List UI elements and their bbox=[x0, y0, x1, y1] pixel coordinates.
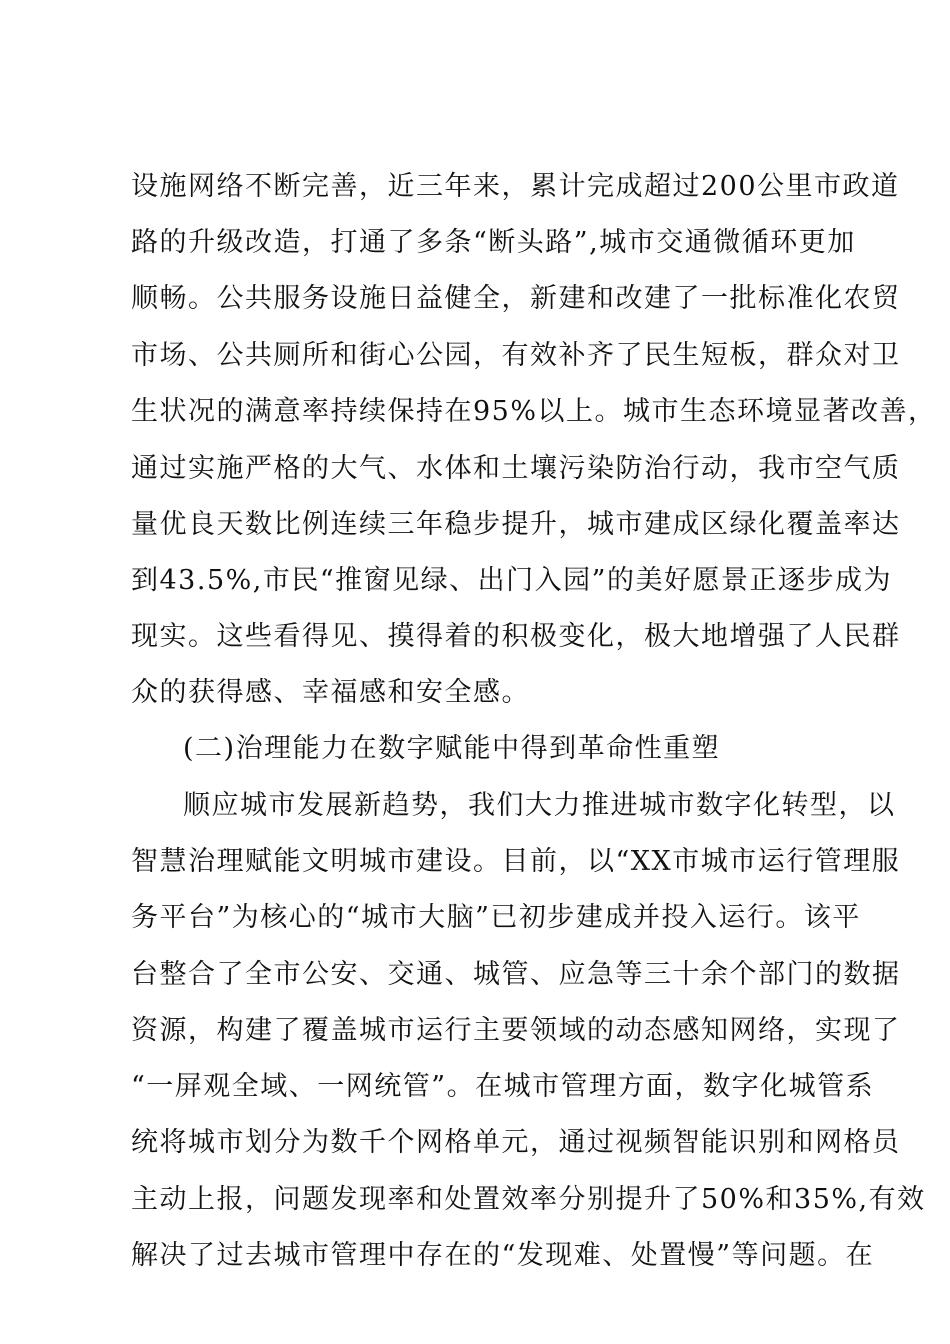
paragraph-line: 设施网络不断完善，近三年来，累计完成超过200公里市政道 bbox=[131, 171, 900, 202]
paragraph-line: 市场、公共厕所和街心公园，有效补齐了民生短板，群众对卫 bbox=[131, 340, 901, 371]
paragraph-line: 资源，构建了覆盖城市运行主要领域的动态感知网络，实现了 bbox=[131, 1015, 901, 1046]
paragraph-line: 智慧治理赋能文明城市建设。目前，以“XX市城市运行管理服 bbox=[131, 846, 901, 877]
paragraph-line: 统将城市划分为数千个网格单元，通过视频智能识别和网格员 bbox=[131, 1127, 901, 1158]
paragraph-line: 通过实施严格的大气、水体和土壤污染防治行动，我市空气质 bbox=[131, 453, 901, 484]
section-heading: (二)治理能力在数字赋能中得到革命性重塑 bbox=[183, 733, 721, 764]
paragraph-line: 到43.5%,市民“推窗见绿、出门入园”的美好愿景正逐步成为 bbox=[131, 565, 892, 596]
paragraph-line: 台整合了全市公安、交通、城管、应急等三十余个部门的数据 bbox=[131, 959, 901, 990]
paragraph-line: 解决了过去城市管理中存在的“发现难、处置慢”等问题。在 bbox=[131, 1240, 875, 1271]
paragraph-line: 量优良天数比例连续三年稳步提升，城市建成区绿化覆盖率达 bbox=[131, 509, 901, 540]
paragraph-line: 生状况的满意率持续保持在95%以上。城市生态环境显著改善， bbox=[131, 396, 937, 427]
paragraph-line: 主动上报，问题发现率和处置效率分别提升了50%和35%,有效 bbox=[131, 1184, 926, 1215]
paragraph-line: “一屏观全域、一网统管”。在城市管理方面，数字化城管系 bbox=[131, 1071, 875, 1102]
paragraph-line: 顺畅。公共服务设施日益健全，新建和改建了一批标准化农贸 bbox=[131, 283, 901, 314]
paragraph-line: 现实。这些看得见、摸得着的积极变化，极大地增强了人民群 bbox=[131, 621, 901, 652]
paragraph-line: 众的获得感、幸福感和安全感。 bbox=[131, 677, 530, 708]
paragraph-line: 路的升级改造，打通了多条“断头路”,城市交通微循环更加 bbox=[131, 227, 856, 258]
paragraph-line: 务平台”为核心的“城市大脑”已初步建成并投入运行。该平 bbox=[131, 902, 861, 933]
paragraph-line: 顺应城市发展新趋势，我们大力推进城市数字化转型，以 bbox=[183, 790, 896, 821]
